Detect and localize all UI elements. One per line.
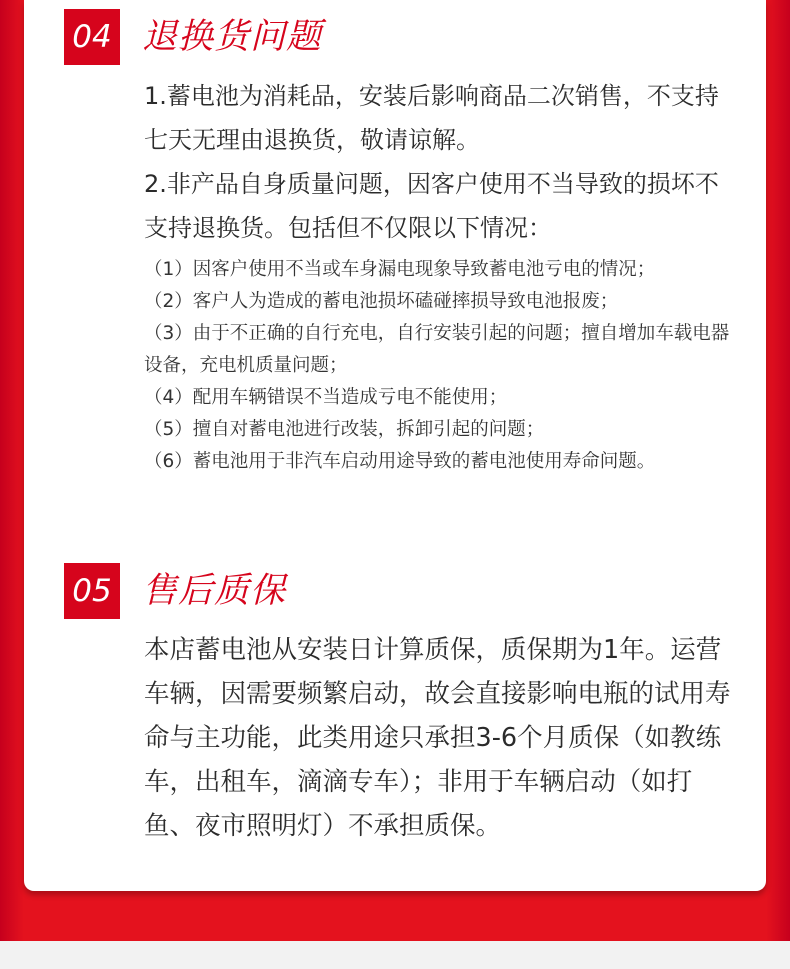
list-item: （6）蓄电池用于非汽车启动用途导致的蓄电池使用寿命问题。 <box>144 451 656 472</box>
section-05-number: 05 <box>64 563 120 619</box>
list-item: （2）客户人为造成的蓄电池损坏磕碰摔损导致电池报废； <box>144 291 619 312</box>
list-item: （3）由于不正确的自行充电，自行安装引起的问题；擅自增加车载电器设备，充电机质量问题； <box>144 323 730 376</box>
section-04-paragraph-2: 2.非产品自身质量问题，因客户使用不当导致的损坏不支持退换货。包括但不仅限以下情况： <box>144 170 719 242</box>
section-04-items <box>144 254 734 478</box>
section-04-content <box>144 74 734 478</box>
list-item: （1）因客户使用不当或车身漏电现象导致蓄电池亏电的情况； <box>144 259 656 280</box>
section-04-number: 04 <box>64 9 120 65</box>
section-04-paragraphs <box>144 74 734 250</box>
section-04-paragraph-1: 1.蓄电池为消耗品，安装后影响商品二次销售，不支持七天无理由退换货，敬请谅解。 <box>144 82 719 154</box>
section-05-paragraph: 本店蓄电池从安装日计算质保，质保期为1年。运营车辆，因需要频繁启动，故会直接影响电瓶的试用寿命与主功能，此类用途只承担3-6个月质保（如教练车，出租车，滴滴专车）；非用于车辆启动（如打鱼、夜市照明灯）不承担质保。 <box>144 635 731 841</box>
list-item: （5）擅自对蓄电池进行改装，拆卸引起的问题； <box>144 419 545 440</box>
section-05-content <box>144 628 734 848</box>
section-04-title: 退换货问题 <box>142 17 323 57</box>
content-card <box>24 0 766 891</box>
section-05-title: 售后质保 <box>142 571 287 611</box>
list-item: （4）配用车辆错误不当造成亏电不能使用； <box>144 387 508 408</box>
